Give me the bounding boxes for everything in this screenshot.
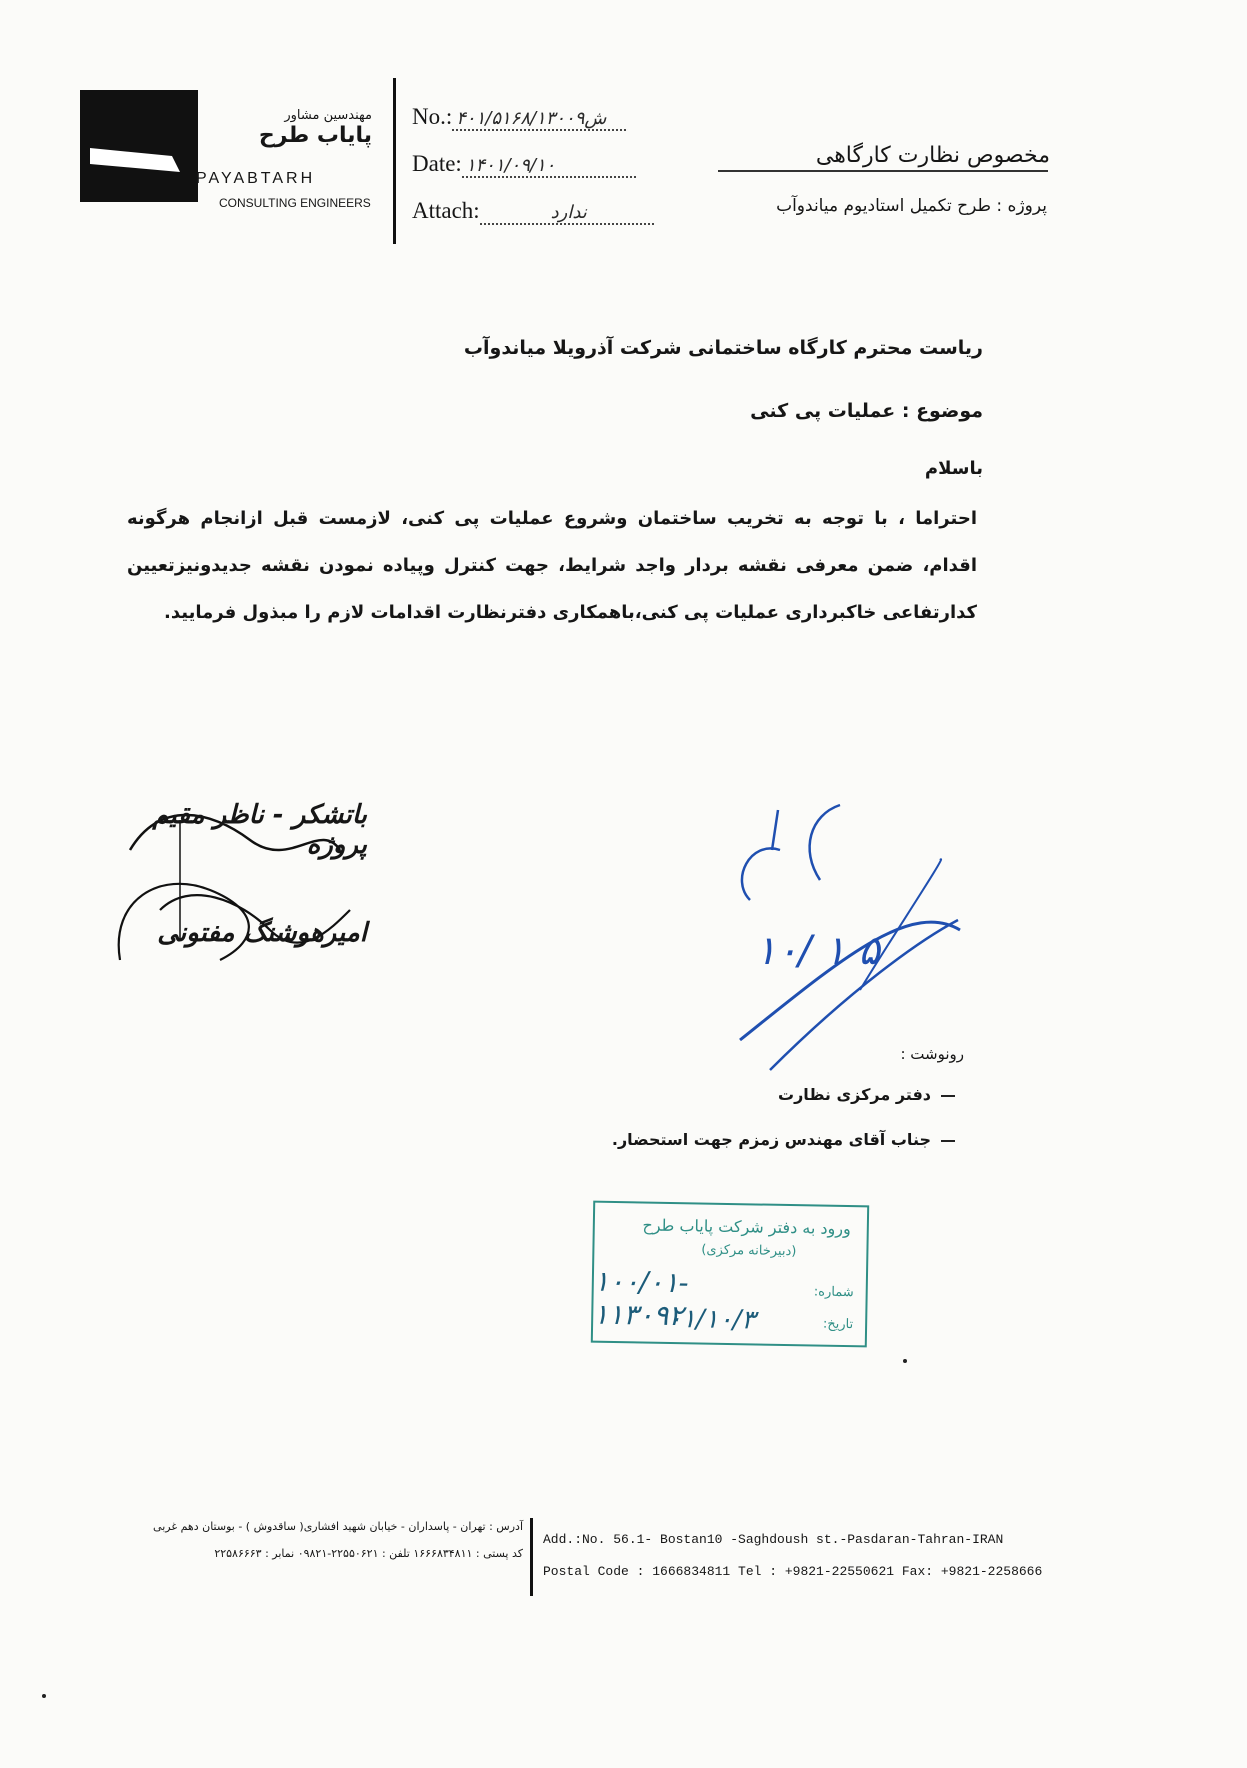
letter-number-row [412,104,626,131]
cc-label: رونوشت : [900,1045,964,1063]
stamp-subtitle: (دبیرخانه مرکزی) [701,1242,797,1260]
cc-item-text-1: دفتر مرکزی نظارت [778,1085,931,1104]
signature-line-2: امیرهوشنگ مفتونی [157,918,367,948]
greeting: باسلام [924,458,983,479]
footer-divider [530,1518,533,1596]
footer-fa-line-2: کد پستی : ۱۶۶۶۸۳۴۸۱۱ تلفن : ۲۲۵۵۰۶۲۱-۰۹۸۲۱ نمابر : ۲۲۵۸۶۶۶۳ [214,1547,523,1560]
cc-bullet [941,1095,955,1097]
company-name-en: PAYABTARH [196,170,316,187]
letter-attach-row [412,198,654,225]
receipt-stamp [591,1201,869,1348]
header-divider [393,78,396,244]
ink-dot [903,1359,907,1363]
company-name-fa-block [222,108,372,148]
footer-address-en: Add.:No. 56.1- Bostan10 -Saghdoush st.-Pasdaran-Tahran-IRAN [543,1532,1004,1547]
company-logo [80,90,198,202]
footer-fa-line-1: آدرس : تهران - پاسداران - خیابان شهید افشاری( ساقدوش ) - بوستان دهم غربی [153,1520,523,1533]
subject-line: موضوع : عملیات پی کنی [750,400,983,422]
stamp-title: ورود به دفتر شرکت پایاب طرح [642,1215,851,1239]
signature-line-1: باتشکر - ناظر مقیم پروژه [152,800,367,860]
letter-date-row [412,151,636,178]
attach-label: Attach: [412,198,480,223]
cc-item [778,1085,955,1104]
cc-item-text-2: جناب آقای مهندس زمزم جهت استحضار. [611,1130,931,1149]
addressee: ریاست محترم کارگاه ساختمانی شرکت آذرویلا میاندوآب [463,337,983,359]
letter-body: احتراما ، با توجه به تخریب ساختمان وشروع عملیات پی کنی، لازمست قبل ازانجام هرگونه اقدام، ضمن معرفی نقشه بردار واجد شرایط، جهت کنترل وپیاده نمودن نقشه جدیدونیزتعیین کدارتفاعی خاکبرداری عملیات پی کنی،باهمکاری دفترنظارت اقدامات لازم را مبذول فرمایید. [127,508,977,623]
stamp-number-label: شماره: [813,1284,854,1301]
attach-value: ندارد [480,202,654,225]
cc-bullet [941,1140,955,1142]
project-name: پروژه : طرح تکمیل استادیوم میاندوآب [776,196,1047,216]
handwritten-number: ۱۰/ ۱ ۵ [755,928,880,974]
number-label: No.: [412,104,453,129]
footer-contact-en: Postal Code : 1666834811 Tel : +9821-22550621 Fax: +9821-2258666 [543,1564,1043,1579]
scan-speck [42,1694,46,1698]
date-value: ۱۴۰۱/۰۹/۱۰ [462,155,636,178]
stamp-date-value: ۰۱/۱۰/۳ [667,1303,756,1336]
company-name-fa: پایاب طرح [258,123,372,148]
stamp-number-value: ۱۰۰/۰۱- ۱۱۳۰۹۲ [592,1264,689,1333]
company-tag-en: CONSULTING ENGINEERS [219,196,371,210]
letter-category: مخصوص نظارت کارگاهی [815,143,1050,168]
number-value: ۴۰۱/۵۱۶۸/۱۳۰۰۹ش [452,108,626,131]
company-subtitle-fa: مهندسین مشاور [284,108,372,123]
footer-address-fa [58,1520,523,1560]
date-label: Date: [412,151,462,176]
category-underline [718,170,1048,172]
cc-item [612,1130,955,1149]
logo-mark-icon [80,90,198,202]
stamp-date-label: تاریخ: [822,1316,854,1333]
